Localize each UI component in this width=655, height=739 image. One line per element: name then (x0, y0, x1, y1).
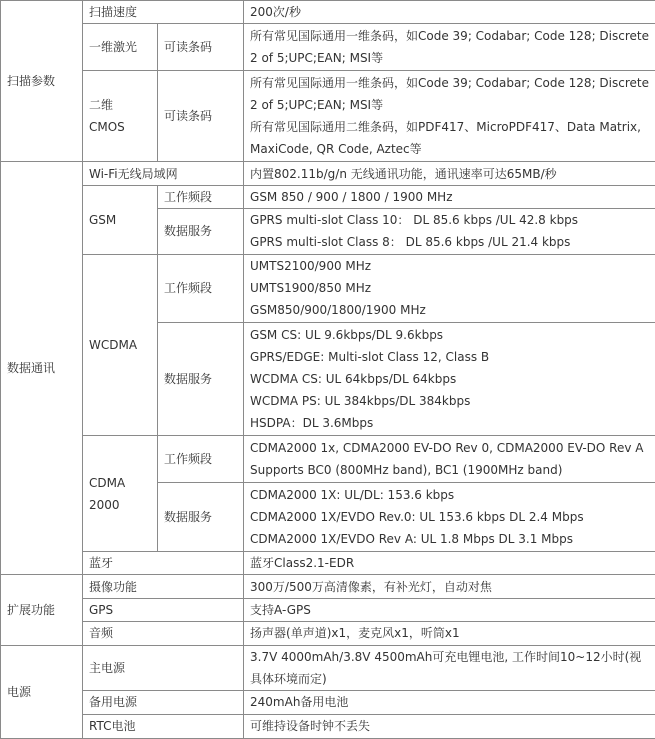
gps-label: GPS (83, 598, 244, 621)
wifi-label: Wi-Fi无线局域网 (83, 162, 244, 185)
laser-1d-label: 一维激光 (83, 24, 158, 71)
wifi-value: 内置802.11b/g/n 无线通讯功能，通讯速率可达65MB/秒 (244, 162, 655, 185)
table-row (1, 162, 655, 185)
backup-power-value: 240mAh备用电池 (244, 691, 655, 714)
table-row (1, 575, 655, 598)
gps-value: 支持A-GPS (244, 598, 655, 621)
table-row (1, 691, 655, 714)
gsm-data-value: GPRS multi-slot Class 10： DL 85.6 kbps /UL 42.8 kbps GPRS multi-slot Class 8： DL 85.6 kbps /UL 21.4 kbps (244, 209, 655, 255)
cmos-2d-value: 所有常见国际通用一维条码，如Code 39; Codabar; Code 128; Discrete 2 of 5;UPC;EAN; MSI等 所有常见国际通用二维条码，如PDF417、MicroPDF417、Data Matrix, MaxiCode, QR Code, Aztec等 (244, 71, 655, 162)
table-row (1, 1, 655, 24)
gsm-band-label: 工作频段 (158, 185, 244, 208)
bluetooth-value: 蓝牙Class2.1-EDR (244, 552, 655, 575)
wcdma-band-value: UMTS2100/900 MHz UMTS1900/850 MHz GSM850/900/1800/1900 MHz (244, 254, 655, 322)
gsm-band-value: GSM 850 / 900 / 1800 / 1900 MHz (244, 185, 655, 208)
cdma-data-value: CDMA2000 1X: UL/DL: 153.6 kbps CDMA2000 1X/EVDO Rev.0: UL 153.6 kbps DL 2.4 Mbps CDMA2000 1X/EVDO Rev A: UL 1.8 Mbps DL 3.1 Mbps (244, 483, 655, 552)
table-row (1, 645, 655, 691)
scan-speed-value: 200次/秒 (244, 1, 655, 24)
camera-value: 300万/500万高清像素，有补光灯，自动对焦 (244, 575, 655, 598)
camera-label: 摄像功能 (83, 575, 244, 598)
gsm-data-label: 数据服务 (158, 209, 244, 255)
table-row (1, 254, 655, 322)
backup-power-label: 备用电源 (83, 691, 244, 714)
wcdma-data-label: 数据服务 (158, 322, 244, 436)
rtc-value: 可维持设备时钟不丢失 (244, 714, 655, 738)
cdma-band-label: 工作频段 (158, 436, 244, 483)
section-power: 电源 (1, 645, 83, 738)
cdma-data-label: 数据服务 (158, 483, 244, 552)
wcdma-band-label: 工作频段 (158, 254, 244, 322)
table-row (1, 71, 655, 162)
scan-speed-label: 扫描速度 (83, 1, 244, 24)
cmos-2d-label: 二维 CMOS (83, 71, 158, 162)
table-row (1, 436, 655, 483)
cdma-label: CDMA 2000 (83, 436, 158, 552)
table-row (1, 598, 655, 621)
audio-value: 扬声器(单声道)x1，麦克风x1，听筒x1 (244, 622, 655, 645)
cmos-2d-sub: 可读条码 (158, 71, 244, 162)
main-power-value: 3.7V 4000mAh/3.8V 4500mAh可充电锂电池, 工作时间10~12小时(视具体环境而定) (244, 645, 655, 691)
rtc-label: RTC电池 (83, 714, 244, 738)
table-row (1, 714, 655, 738)
audio-label: 音频 (83, 622, 244, 645)
gsm-label: GSM (83, 185, 158, 254)
wcdma-label: WCDMA (83, 254, 158, 436)
section-ext: 扩展功能 (1, 575, 83, 645)
laser-1d-sub: 可读条码 (158, 24, 244, 71)
table-row (1, 24, 655, 71)
table-row (1, 622, 655, 645)
main-power-label: 主电源 (83, 645, 244, 691)
wcdma-data-value: GSM CS: UL 9.6kbps/DL 9.6kbps GPRS/EDGE: Multi-slot Class 12, Class B WCDMA CS: UL 64kbps/DL 64kbps WCDMA PS: UL 384kbps/DL 384kbps HSDPA：DL 3.6Mbps (244, 322, 655, 436)
bluetooth-label: 蓝牙 (83, 552, 244, 575)
section-comm: 数据通讯 (1, 162, 83, 575)
table-row (1, 552, 655, 575)
laser-1d-value: 所有常见国际通用一维条码，如Code 39; Codabar; Code 128; Discrete 2 of 5;UPC;EAN; MSI等 (244, 24, 655, 71)
section-scan: 扫描参数 (1, 1, 83, 162)
table-row (1, 185, 655, 208)
cdma-band-value: CDMA2000 1x, CDMA2000 EV-DO Rev 0, CDMA2000 EV-DO Rev A Supports BC0 (800MHz band), BC1 (1900MHz band) (244, 436, 655, 483)
